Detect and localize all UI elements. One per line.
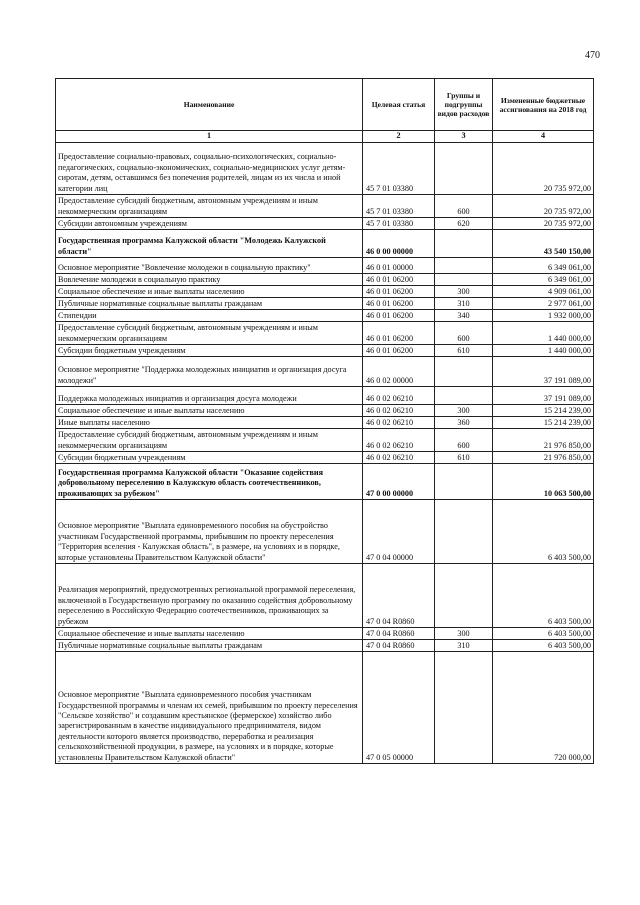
row-expense-group: 300 [435, 405, 493, 417]
row-expense-group: 600 [435, 195, 493, 218]
row-name: Вовлечение молодежи в социальную практику [56, 274, 363, 286]
row-expense-group [435, 387, 493, 405]
row-amount: 37 191 089,00 [493, 387, 594, 405]
row-name: Субсидии бюджетным учреждениям [56, 345, 363, 357]
row-expense-group [435, 357, 493, 387]
row-target-code: 46 0 01 06200 [363, 322, 435, 345]
row-target-code: 46 0 02 06210 [363, 405, 435, 417]
row-expense-group: 610 [435, 345, 493, 357]
header-target: Целевая статья [363, 79, 435, 131]
row-amount: 21 976 850,00 [493, 452, 594, 464]
row-expense-group: 610 [435, 452, 493, 464]
row-target-code: 46 0 00 00000 [363, 230, 435, 258]
row-target-code: 45 7 01 03380 [363, 195, 435, 218]
column-number: 3 [435, 131, 493, 143]
row-target-code: 46 0 02 06210 [363, 387, 435, 405]
table-row [56, 500, 594, 564]
row-name: Основное мероприятие "Вовлечение молодежи в социальную практику" [56, 258, 363, 274]
row-name: Публичные нормативные социальные выплаты гражданам [56, 298, 363, 310]
table-row [56, 464, 594, 500]
row-name: Основное мероприятие "Выплата единовременного пособия на обустройство участникам Государственной программы, прибывшим по проекту переселения "Территория вселения - Калужская область", в размере, на условиях и в порядке, которые установлены Правительством Калужской области" [56, 500, 363, 564]
header-groups: Группы и подгруппы видов расходов [435, 79, 493, 131]
column-number: 1 [56, 131, 363, 143]
table-row [56, 387, 594, 405]
table-row [56, 452, 594, 464]
table-row [56, 429, 594, 452]
row-expense-group [435, 258, 493, 274]
row-target-code: 46 0 02 06210 [363, 417, 435, 429]
row-amount: 37 191 089,00 [493, 357, 594, 387]
row-amount: 15 214 239,00 [493, 405, 594, 417]
table-row [56, 652, 594, 764]
row-target-code: 47 0 04 R0860 [363, 628, 435, 640]
row-target-code: 46 0 02 06210 [363, 429, 435, 452]
row-target-code: 47 0 04 R0860 [363, 564, 435, 628]
row-name: Предоставление социально-правовых, социально-психологических, социально-педагогических, социально-экономических, социально-медицинских услуг детям-сиротам, детям, оставшимся без попечения родителей, лицам из их числа и иной категории лиц [56, 143, 363, 195]
row-target-code: 46 0 02 06210 [363, 452, 435, 464]
table-row [56, 274, 594, 286]
row-amount: 6 403 500,00 [493, 564, 594, 628]
table-row [56, 258, 594, 274]
table-row [56, 298, 594, 310]
table-row [56, 322, 594, 345]
row-amount: 21 976 850,00 [493, 429, 594, 452]
row-expense-group [435, 274, 493, 286]
row-name: Реализация мероприятий, предусмотренных региональной программой переселения, включенной в Государственную программу по оказанию содействия добровольному переселению в Российскую Федерацию соотечественников, проживающих за рубежом [56, 564, 363, 628]
row-expense-group: 360 [435, 417, 493, 429]
row-amount: 20 735 972,00 [493, 218, 594, 230]
table-body [56, 143, 594, 764]
row-target-code: 46 0 01 06200 [363, 274, 435, 286]
row-expense-group [435, 230, 493, 258]
table-row [56, 357, 594, 387]
row-name: Иные выплаты населению [56, 417, 363, 429]
column-number-row [56, 131, 594, 143]
table-row [56, 143, 594, 195]
budget-table [55, 78, 594, 764]
row-expense-group: 600 [435, 322, 493, 345]
row-target-code: 46 0 01 06200 [363, 298, 435, 310]
row-expense-group: 300 [435, 286, 493, 298]
table-row [56, 417, 594, 429]
row-amount: 2 977 061,00 [493, 298, 594, 310]
row-target-code: 47 0 04 00000 [363, 500, 435, 564]
row-name: Предоставление субсидий бюджетным, автономным учреждениям и иным некоммерческим организациям [56, 195, 363, 218]
row-target-code: 47 0 00 00000 [363, 464, 435, 500]
row-amount: 6 403 500,00 [493, 628, 594, 640]
row-name: Государственная программа Калужской области "Молодежь Калужской области" [56, 230, 363, 258]
row-name: Поддержка молодежных инициатив и организация досуга молодежи [56, 387, 363, 405]
table-row [56, 218, 594, 230]
row-target-code: 47 0 04 R0860 [363, 640, 435, 652]
table-row [56, 286, 594, 298]
column-number: 2 [363, 131, 435, 143]
table-row [56, 628, 594, 640]
row-amount: 1 440 000,00 [493, 345, 594, 357]
row-name: Субсидии автономным учреждениям [56, 218, 363, 230]
table-row [56, 345, 594, 357]
row-amount: 1 440 000,00 [493, 322, 594, 345]
row-amount: 20 735 972,00 [493, 143, 594, 195]
row-name: Стипендии [56, 310, 363, 322]
row-expense-group: 300 [435, 628, 493, 640]
page-number: 470 [585, 50, 600, 61]
row-name: Предоставление субсидий бюджетным, автономным учреждениям и иным некоммерческим организациям [56, 322, 363, 345]
row-expense-group: 310 [435, 640, 493, 652]
table-row [56, 195, 594, 218]
row-target-code: 45 7 01 03380 [363, 143, 435, 195]
row-target-code: 45 7 01 03380 [363, 218, 435, 230]
row-expense-group [435, 143, 493, 195]
row-amount: 4 909 061,00 [493, 286, 594, 298]
table-row [56, 564, 594, 628]
row-name: Государственная программа Калужской области "Оказание содействия добровольному переселению в Калужскую область соотечественников, проживающих за рубежом" [56, 464, 363, 500]
row-amount: 6 349 061,00 [493, 274, 594, 286]
header-amount: Измененные бюджетные ассигнования на 2018 год [493, 79, 594, 131]
row-amount: 20 735 972,00 [493, 195, 594, 218]
row-expense-group [435, 500, 493, 564]
row-target-code: 46 0 01 06200 [363, 286, 435, 298]
row-name: Основное мероприятие "Поддержка молодежных инициатив и организация досуга молодежи" [56, 357, 363, 387]
row-name: Предоставление субсидий бюджетным, автономным учреждениям и иным некоммерческим организациям [56, 429, 363, 452]
row-name: Публичные нормативные социальные выплаты гражданам [56, 640, 363, 652]
header-name: Наименование [56, 79, 363, 131]
row-expense-group: 340 [435, 310, 493, 322]
row-target-code: 46 0 01 06200 [363, 345, 435, 357]
table-row [56, 310, 594, 322]
row-expense-group: 310 [435, 298, 493, 310]
row-amount: 1 932 000,00 [493, 310, 594, 322]
row-name: Социальное обеспечение и иные выплаты населению [56, 286, 363, 298]
row-amount: 6 349 061,00 [493, 258, 594, 274]
row-name: Социальное обеспечение и иные выплаты населению [56, 628, 363, 640]
table-row [56, 405, 594, 417]
row-target-code: 46 0 01 06200 [363, 310, 435, 322]
row-target-code: 47 0 05 00000 [363, 652, 435, 764]
row-name: Основное мероприятие "Выплата единовременного пособия участникам Государственной программы и членам их семей, прибывшим по проекту переселения "Сельское хозяйство" и создавшим крестьянское (фермерское) хозяйство либо зарегистрированным в качестве индивидуального предпринимателя, видом деятельности которого является производство, переработка и реализация сельскохозяйственной продукции, в размере, на условиях и в порядке, которые установлены Правительством Калужской области" [56, 652, 363, 764]
row-name: Субсидии бюджетным учреждениям [56, 452, 363, 464]
row-amount: 6 403 500,00 [493, 500, 594, 564]
row-target-code: 46 0 01 00000 [363, 258, 435, 274]
row-target-code: 46 0 02 00000 [363, 357, 435, 387]
row-expense-group: 600 [435, 429, 493, 452]
row-expense-group [435, 652, 493, 764]
row-expense-group [435, 564, 493, 628]
row-expense-group [435, 464, 493, 500]
row-amount: 720 000,00 [493, 652, 594, 764]
row-expense-group: 620 [435, 218, 493, 230]
row-amount: 10 063 500,00 [493, 464, 594, 500]
row-amount: 6 403 500,00 [493, 640, 594, 652]
column-number: 4 [493, 131, 594, 143]
table-row [56, 230, 594, 258]
row-name: Социальное обеспечение и иные выплаты населению [56, 405, 363, 417]
row-amount: 43 540 150,00 [493, 230, 594, 258]
row-amount: 15 214 239,00 [493, 417, 594, 429]
header-row [56, 79, 594, 131]
table-row [56, 640, 594, 652]
